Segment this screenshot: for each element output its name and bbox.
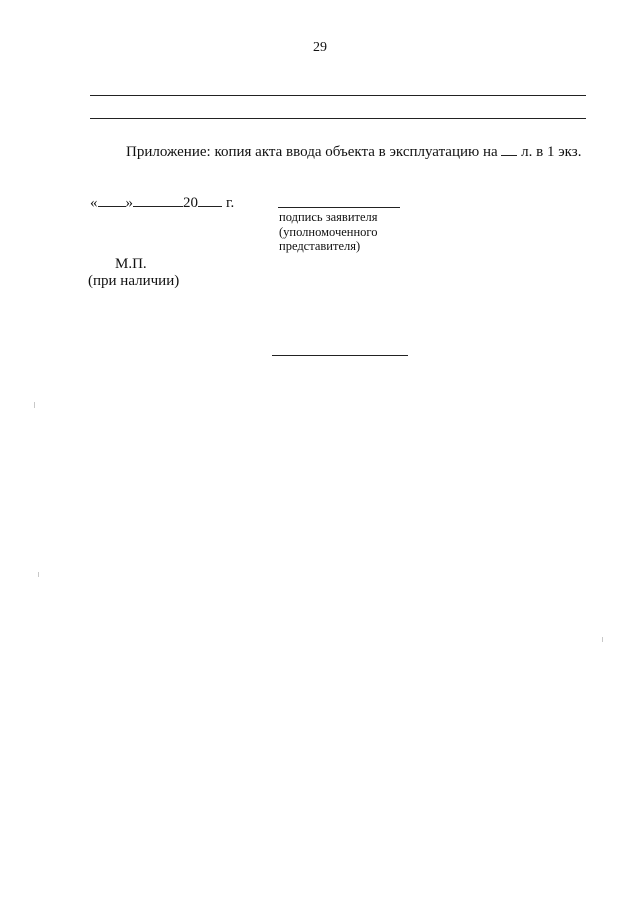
fill-in-line-2: [90, 118, 586, 119]
attachment-copies: л. в 1 экз.: [517, 144, 582, 160]
date-open-quote: «: [90, 195, 98, 211]
date-century: 20: [183, 195, 198, 211]
attachment-line: [126, 143, 581, 161]
date-line: [90, 194, 234, 212]
fill-in-line-1: [90, 95, 586, 96]
signature-caption-line1: подпись заявителя: [279, 210, 378, 224]
scan-speck: [34, 402, 35, 408]
year-blank[interactable]: [198, 194, 222, 207]
date-close-quote: »: [125, 195, 133, 211]
signature-line[interactable]: [278, 207, 400, 208]
scan-speck: [602, 637, 603, 642]
scan-speck: [38, 572, 39, 577]
signature-caption-line3: представителя): [279, 239, 361, 253]
signature-caption: [279, 210, 378, 254]
page-number: 29: [313, 40, 327, 55]
month-blank[interactable]: [133, 194, 183, 207]
day-blank[interactable]: [98, 194, 126, 207]
year-suffix: г.: [226, 195, 235, 211]
stamp-note: (при наличии): [88, 273, 180, 289]
attachment-label: Приложение:: [126, 144, 211, 160]
attachment-text: копия акта ввода объекта в эксплуатацию на: [210, 144, 502, 160]
signature-caption-line2: (уполномоченного: [279, 224, 378, 239]
stamp-label: М.П.: [115, 256, 147, 272]
sheet-count-blank[interactable]: [501, 143, 517, 156]
closing-rule: [272, 355, 408, 356]
